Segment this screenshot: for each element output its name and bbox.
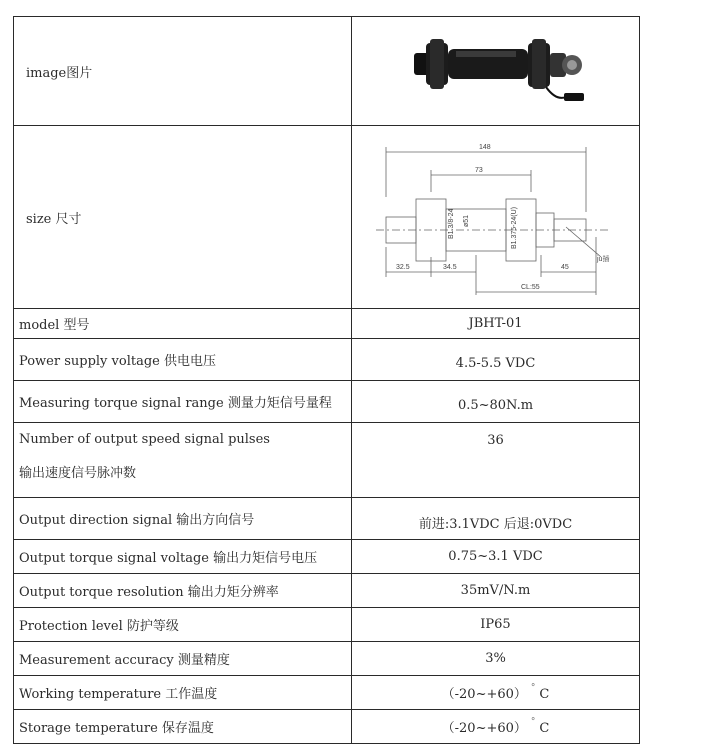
- row-accuracy: [14, 642, 640, 676]
- storage-temp-range: （-20~+60）: [441, 721, 527, 736]
- row-pulses: [14, 423, 640, 498]
- working-temp-label: Working temperature 工作温度: [14, 676, 352, 710]
- row-model: [14, 309, 640, 339]
- row-torque-range: [14, 381, 640, 423]
- dim-left: 32.5: [395, 264, 410, 271]
- model-value: JBHT-01: [352, 309, 640, 339]
- product-photo: [352, 17, 640, 126]
- row-image: [14, 17, 640, 126]
- dim-left2: 34.5: [442, 264, 457, 271]
- resolution-label: Output torque resolution 输出力矩分辨率: [14, 574, 352, 608]
- protection-label: Protection level 防护等级: [14, 608, 352, 642]
- dim-right: 45: [560, 264, 569, 271]
- working-temp-unit: C: [539, 687, 550, 702]
- row-size: [14, 126, 640, 309]
- dim-thread-left: B1.3/8-24: [447, 208, 455, 239]
- resolution-value: 35mV/N.m: [352, 574, 640, 608]
- dim-diameter: ø51: [462, 214, 470, 227]
- degree-icon: °: [530, 717, 536, 727]
- dim-total: 148: [478, 144, 491, 151]
- direction-label: Output direction signal 输出方向信号: [14, 498, 352, 540]
- direction-value: 前进:3.1VDC 后退:0VDC: [352, 498, 640, 540]
- accuracy-label: Measurement accuracy 测量精度: [14, 642, 352, 676]
- dimension-drawing-image: [371, 137, 621, 297]
- row-working-temp: [14, 676, 640, 710]
- pulses-label: [14, 423, 352, 498]
- torque-voltage-value: 0.75~3.1 VDC: [352, 540, 640, 574]
- dim-cl: CL:55: [520, 284, 540, 291]
- accuracy-value: 3%: [352, 642, 640, 676]
- row-torque-voltage: [14, 540, 640, 574]
- size-label: size 尺寸: [14, 126, 352, 309]
- image-label: image图片: [14, 17, 352, 126]
- working-temp-range: （-20~+60）: [441, 687, 527, 702]
- pulses-label-zh: 输出速度信号脉冲数: [19, 466, 137, 481]
- pulses-label-en: Number of output speed signal pulses: [19, 432, 270, 447]
- dimension-drawing: [352, 126, 640, 309]
- power-value: 4.5-5.5 VDC: [352, 339, 640, 381]
- model-label: model 型号: [14, 309, 352, 339]
- row-power: [14, 339, 640, 381]
- pulses-value: 36: [352, 423, 640, 498]
- storage-temp-label: Storage temperature 保存温度: [14, 710, 352, 744]
- storage-temp-value: [352, 710, 640, 744]
- dim-thread-right: B1.375-24(U): [510, 206, 518, 249]
- torque-voltage-label: Output torque signal voltage 输出力矩信号电压: [14, 540, 352, 574]
- row-storage-temp: [14, 710, 640, 744]
- protection-value: IP65: [352, 608, 640, 642]
- storage-temp-unit: C: [539, 721, 550, 736]
- dim-middle: 73: [474, 167, 483, 174]
- working-temp-value: [352, 676, 640, 710]
- sensor-photo-image: [396, 31, 596, 111]
- row-protection: [14, 608, 640, 642]
- dim-note: ju插: [596, 256, 609, 263]
- degree-icon: °: [530, 683, 536, 693]
- torque-range-value: 0.5~80N.m: [352, 381, 640, 423]
- spec-sheet: [13, 16, 640, 744]
- torque-range-label: Measuring torque signal range 测量力矩信号量程: [14, 381, 352, 423]
- row-direction: [14, 498, 640, 540]
- power-label: Power supply voltage 供电电压: [14, 339, 352, 381]
- spec-table: [13, 16, 640, 744]
- row-resolution: [14, 574, 640, 608]
